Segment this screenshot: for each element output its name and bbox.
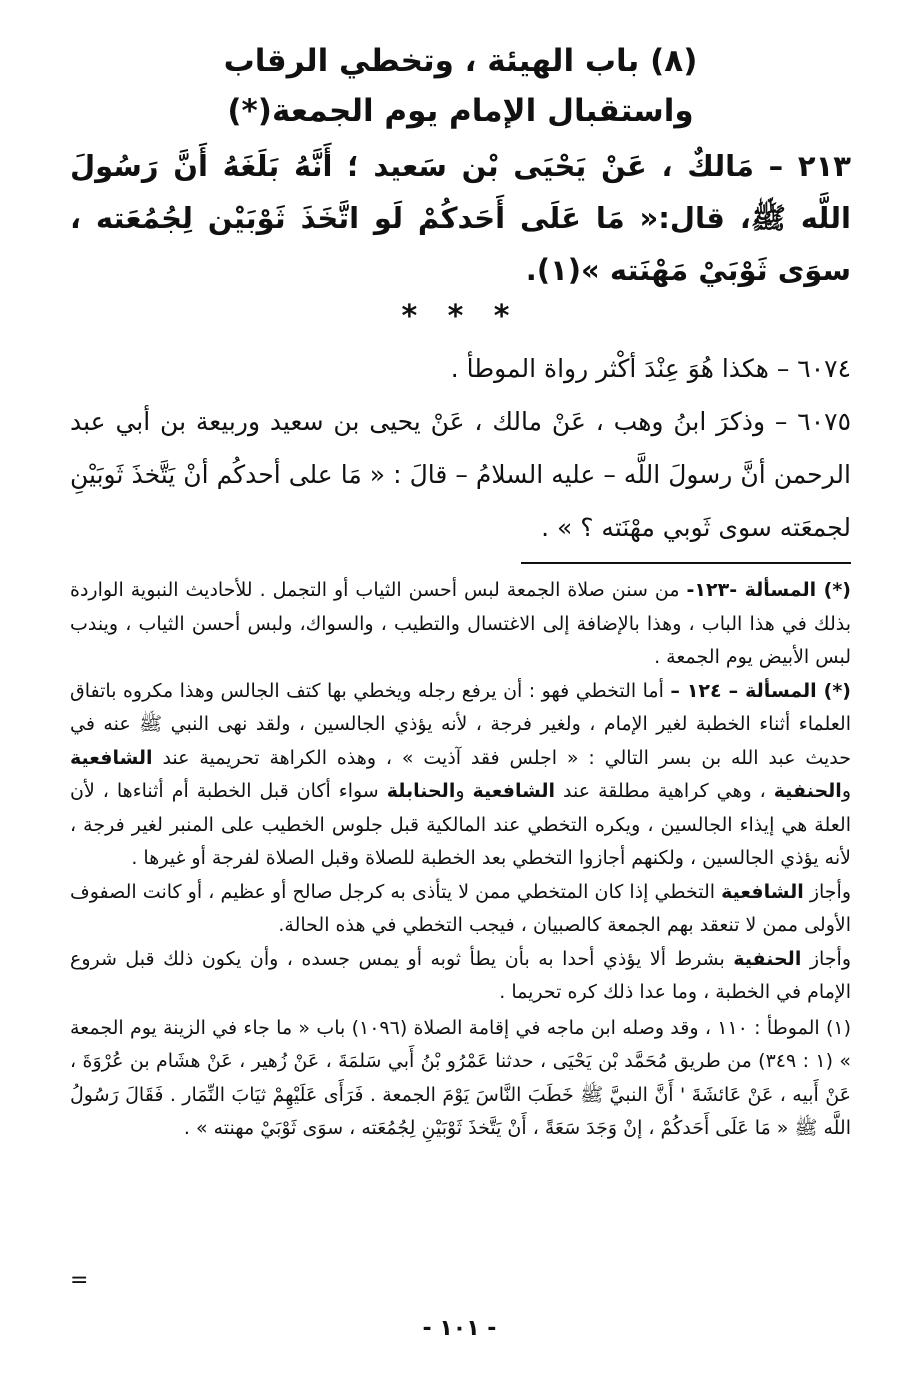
commentary-paragraph-6074: ٦٠٧٤ – هكذا هُوَ عِنْدَ أكْثر رواة الموطأ . bbox=[450, 354, 851, 383]
note-label: (*) المسألة -١٢٣- bbox=[686, 579, 851, 601]
note-text: بشرط ألا يؤذي أحدا به بأن يطأ ثوبه أو يمس جسده ، وأن يكون ذلك قبل شروع الإمام في الخطبة ، وما عدا ذلك كره تحريما . bbox=[70, 947, 851, 1003]
madhhab-name: الحنابلة bbox=[386, 780, 456, 802]
note-text: سواء أكان قبل الخطبة أم أثناءها ، لأن العلة هي إيذاء الجالسين ، ويكره التخطي عند المالكية قبل جلوس الخطيب على المنبر لغير فرجة ، لأنه يؤذي الجالسين ، ولكنهم أجازوا التخطي بعد الخطبة للصلاة وقبل الصلاة لفرجة أو غيرها . bbox=[70, 780, 851, 869]
madhhab-name: الحنفية bbox=[773, 780, 842, 802]
footnote-divider bbox=[521, 562, 851, 564]
footnote-1: (١) الموطأ : ١١٠ ، وقد وصله ابن ماجه في إقامة الصلاة (١٠٩٦) باب « ما جاء في الزينة يوم الجمعة » (١ : ٣٤٩) من طريق مُحَمَّد بْن يَحْيَى ، حدثنا عَمْرُو بْنُ أَبي سَلمَةَ ، عَنْ زُهير ، عَنْ هشَام بن عُرْوَةَ ، عَنْ أَبيه ، عَنْ عَائشَةَ ' أَنَّ النبيَّ ﷺ خَطَبَ النَّاسَ يَوْمَ الجمعة . فَرَأَى عَلَيْهِمْ ثيَابَ النِّمَار . فَقَالَ رَسُولُ اللَّه ﷺ « مَا عَلَى أَحَدكُمْ ، إنْ وَجَدَ سَعَةً ، أَنْ يَتَّخذَ ثَوْبَيْنِ لِجُمُعَته ، سوَى ثَوْبَيْ مهنته » . bbox=[70, 1016, 852, 1139]
chapter-title-line2: واستقبال الإمام يوم الجمعة(*) bbox=[227, 93, 694, 129]
hadith-line1: ٢١٣ – مَالكٌ ، عَنْ يَحْيَى بْن سَعيد ؛ أَنَّهُ بَلَغَهُ أَنَّ رَسُولَ اللَّه ﷺ، bbox=[70, 149, 851, 235]
note-label: (*) المسألة – ١٢٤ – bbox=[670, 679, 851, 702]
note-hanafi-permission bbox=[70, 943, 851, 1010]
continuation-mark: = bbox=[70, 1268, 89, 1293]
hadith-text bbox=[70, 140, 851, 296]
chapter-title-line1: (٨) باب الهيئة ، وتخطي الرقاب bbox=[223, 43, 698, 79]
madhhab-name: الشافعية bbox=[70, 746, 153, 769]
note-text: التخطي إذا كان المتخطي ممن لا يتأذى به كرجل صالح أو عظيم ، أو كانت الصفوف الأولى ممن لا تنعقد بهم الجمعة كالصبيان ، فيجب التخطي في هذه الحالة. bbox=[70, 880, 851, 936]
hadith-line2: قال:« مَا عَلَى أَحَدكُمْ لَو اتَّخَذَ ثَوْبَيْن لِجُمُعَته ، سوَى ثَوْبَيْ مَهْنَته »(١). bbox=[70, 201, 851, 287]
commentary-paragraph-6075: ٦٠٧٥ – وذكرَ ابنُ وهب ، عَنْ مالك ، عَنْ يحيى بن سعيد وربيعة بن أبي عبد الرحمن أنَّ رسولَ اللَّه – عليه السلامُ – قالَ : « مَا على أحدكُم أنْ يَتَّخذَ ثَوبَيْنِ لجمعَته سوى ثَوبي مهْنَته ؟ » . bbox=[70, 407, 851, 542]
section-separator: * * * bbox=[401, 299, 520, 334]
note-issue-124 bbox=[70, 675, 851, 876]
note-text: أما التخطي فهو : أن يرفع رجله ويخطي بها كتف الجالس وهذا مكروه باتفاق العلماء أثناء الخطبة لغير الإمام ، ولغير فرجة ، لأنه يؤذي الجالسين ، ولقد نهى النبي ﷺ عنه في حديث عبد الله بن بسر التالي : « اجلس فقد آذيت » ، وهذه الكراهة تحريمية عند bbox=[70, 679, 851, 769]
note-text: وأجاز bbox=[803, 880, 851, 903]
note-text: من سنن صلاة الجمعة لبس أحسن الثياب أو التجمل . للأحاديث النبوية الواردة بذلك في هذا الباب ، وهذا بالإضافة إلى الاغتسال والتطيب ، والسواك، ولبس أحسن الثياب ، ويندب لبس الأبيض يوم الجمعة . bbox=[70, 579, 851, 668]
note-text: وأجاز bbox=[801, 947, 851, 970]
note-text: و bbox=[841, 780, 851, 802]
madhhab-name: الحنفية bbox=[733, 947, 802, 970]
page-number: - ١٠١ - bbox=[422, 1316, 497, 1341]
madhhab-name: الشافعية bbox=[472, 780, 556, 802]
note-text: و bbox=[455, 780, 473, 802]
note-shafii-permission bbox=[70, 876, 851, 943]
note-issue-123 bbox=[70, 574, 851, 675]
madhhab-name: الشافعية bbox=[721, 880, 804, 903]
note-text: ، وهي كراهية مطلقة عند bbox=[555, 780, 774, 802]
